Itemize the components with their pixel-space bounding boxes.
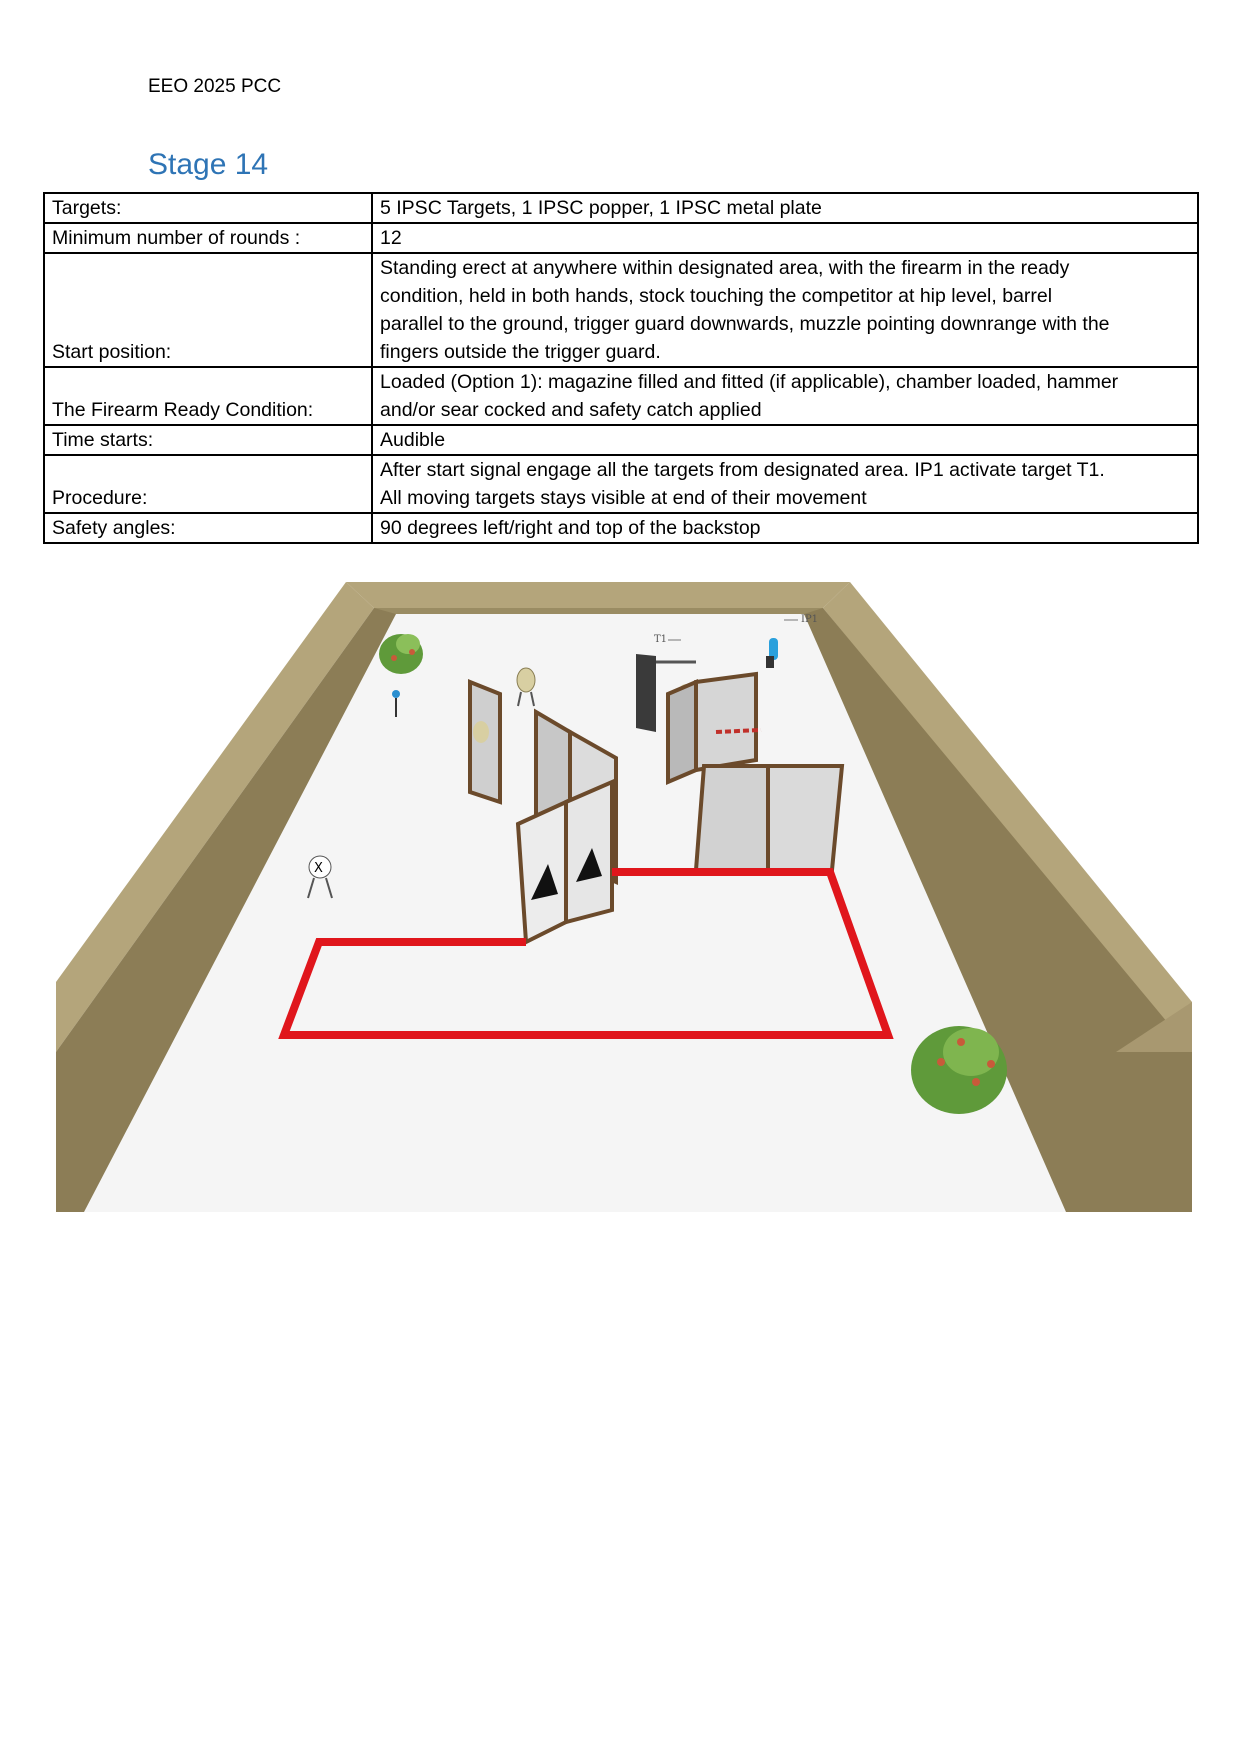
row-label: Safety angles: <box>44 513 372 543</box>
t1-label: T1 <box>654 634 668 645</box>
back-wall-top <box>346 582 850 608</box>
back-wall-face <box>374 608 823 614</box>
row-label: The Firearm Ready Condition: <box>44 367 372 425</box>
row-value: After start signal engage all the targets from designated area. IP1 activate target T1. All moving targets stays visible at end of their movement <box>372 455 1198 513</box>
row-value: Standing erect at anywhere within designated area, with the firearm in the ready condition, held in both hands, stock touching the competitor at hip level, barrel parallel to the ground, trigger guard downwards, muzzle pointing downrange with the fingers outside the trigger guard. <box>372 253 1198 367</box>
stage-info-table <box>43 192 1199 544</box>
row-value: 90 degrees left/right and top of the backstop <box>372 513 1198 543</box>
row-value: Loaded (Option 1): magazine filled and fitted (if applicable), chamber loaded, hammer and/or sear cocked and safety catch applied <box>372 367 1198 425</box>
row-label: Time starts: <box>44 425 372 455</box>
table-row <box>44 513 1198 543</box>
row-value: 5 IPSC Targets, 1 IPSC popper, 1 IPSC metal plate <box>372 193 1198 223</box>
table-row <box>44 223 1198 253</box>
bush-front-right <box>911 1026 1007 1114</box>
table-row <box>44 367 1198 425</box>
row-label: Start position: <box>44 253 372 367</box>
table-row <box>44 455 1198 513</box>
row-label: Targets: <box>44 193 372 223</box>
svg-text:X: X <box>314 861 323 876</box>
document-header: EEO 2025 PCC <box>148 76 282 97</box>
table-row <box>44 253 1198 367</box>
row-value: 12 <box>372 223 1198 253</box>
barrier-front-right <box>696 766 842 870</box>
table-row <box>44 193 1198 223</box>
row-label: Minimum number of rounds : <box>44 223 372 253</box>
bush-back-left <box>379 634 423 674</box>
row-label: Procedure: <box>44 455 372 513</box>
row-value: Audible <box>372 425 1198 455</box>
stage-layout-diagram <box>56 582 1192 1212</box>
stage-title: Stage 14 <box>148 148 269 181</box>
table-row <box>44 425 1198 455</box>
barrier-left-middle <box>470 682 500 802</box>
ip1-label: IP1 <box>801 614 819 625</box>
